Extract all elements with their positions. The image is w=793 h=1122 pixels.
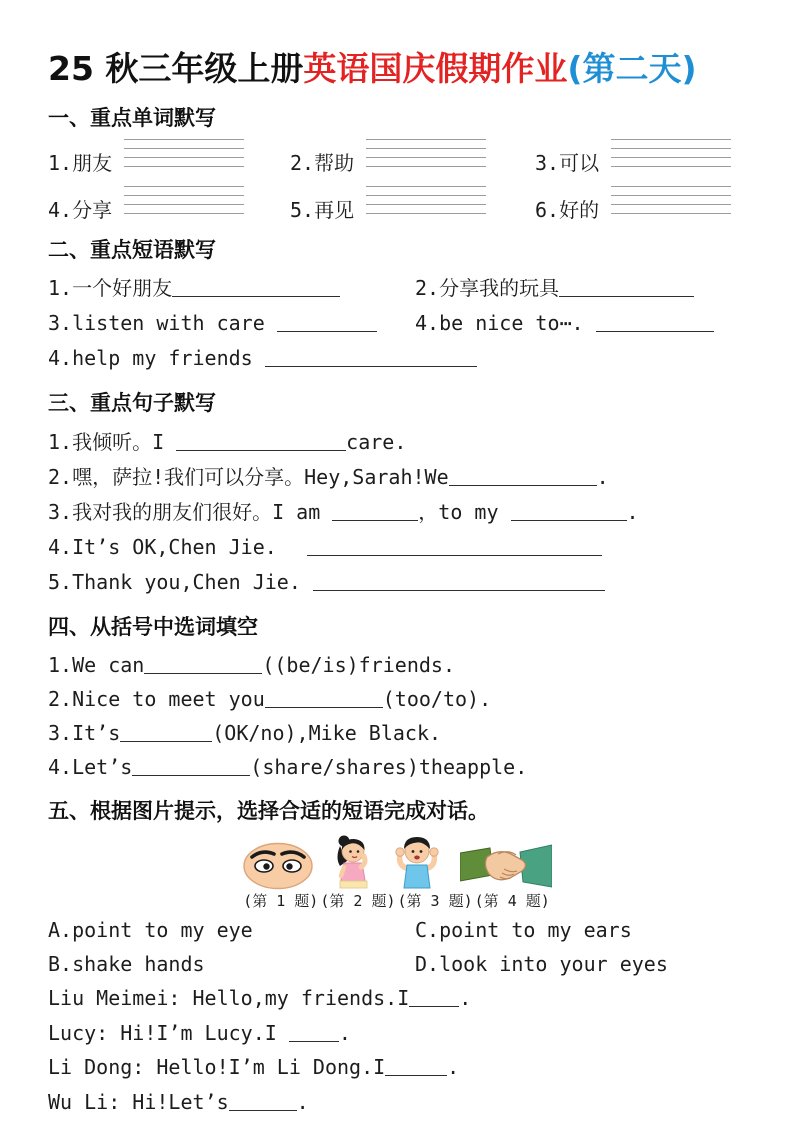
section2-heading: 二、重点短语默写 [48,238,216,263]
choose-item [48,750,745,784]
answer-blank [265,692,383,708]
answer-blank [176,435,346,451]
answer-blank [229,1095,297,1111]
word-label: 3.可以 [535,151,600,176]
writing-lines [124,139,244,175]
dialogue-text: Liu Meimei: Hello,my friends.I [48,986,410,1011]
section5-heading: 五、根据图片提示，选择合适的短语完成对话。 [48,798,489,823]
answer-blank [265,351,477,367]
phrase-item [415,306,745,341]
choose-text: (OK/no),Mike Black. [212,720,442,745]
answer-blank [289,1026,339,1042]
writing-lines [611,186,731,222]
sentence-text: . [596,464,609,489]
dialogue-text: . [296,1089,309,1114]
phrase-text: 2.分享我的玩具 [415,276,560,301]
answer-blank [596,316,714,332]
answer-blank [172,281,340,297]
sentence-text: 2.嘿，萨拉!我们可以分享。Hey,Sarah!We [48,464,449,489]
phrase-item [48,306,415,341]
answer-blank [313,575,605,591]
option-a: A.point to my eye [48,918,253,943]
picture-caption: (第 2 题) [320,892,396,911]
sentence-text: . [626,499,639,524]
dialogue-text: Li Dong: Hello!I’m Li Dong.I [48,1055,386,1080]
word-item [290,186,535,223]
dialogue-text: . [459,986,472,1011]
choose-text: (too/to). [382,686,492,711]
sentence-text: 1.我倾听。I [48,429,177,454]
option-d: D.look into your eyes [415,952,668,977]
word-label: 5.再见 [290,198,355,223]
sentence-item [48,460,745,495]
phrase-text: 4.help my friends [48,346,265,371]
sentence-item [48,425,745,460]
choose-text: 2.Nice to meet you [48,686,265,711]
option-grid [48,913,745,981]
choose-text: (share/shares)theapple. [250,754,528,779]
writing-lines [611,139,731,175]
word-item [290,139,535,176]
choose-item [48,648,745,682]
boy-icon [388,836,446,890]
picture-caption: (第 1 题) [243,892,319,911]
section4-heading: 四、从括号中选词填空 [48,614,258,639]
dialogue-text: Lucy: Hi!I’m Lucy.I [48,1020,289,1045]
answer-blank [332,505,418,521]
word-label: 1.朋友 [48,151,113,176]
word-item [535,139,745,176]
word-item [48,186,290,223]
dialogue-line [48,1016,745,1051]
picture-caption: (第 4 题) [474,892,550,911]
answer-blank [409,991,459,1007]
title-subject-part: 英语国庆假期作业 [303,49,568,88]
choose-item [48,682,745,716]
sentence-item [48,495,745,530]
eyes-icon [242,840,314,890]
handshake-icon [460,840,552,890]
option-c: C.point to my ears [415,918,632,943]
dialogue-line [48,981,745,1016]
answer-blank [511,505,627,521]
writing-lines [366,186,486,222]
choose-text: 4.Let’s [48,754,133,779]
phrase-grid [48,271,745,341]
answer-blank [449,470,597,486]
option-b: B.shake hands [48,952,205,977]
title-day-part: (第二天) [567,49,697,88]
answer-blank [120,726,212,742]
word-dictation-grid [48,139,745,223]
sentence-item [48,565,745,600]
picture-captions [48,891,745,911]
section3-heading: 三、重点句子默写 [48,391,216,416]
choose-text: 1.We can [48,652,145,677]
sentence-item [48,530,745,565]
answer-blank [385,1060,447,1076]
phrase-item [48,341,745,376]
dialogue-text: . [447,1055,460,1080]
word-label: 6.好的 [535,198,600,223]
phrase-text: 1.一个好朋友 [48,276,173,301]
choose-text: ((be/is)friends. [262,652,455,677]
dialogue-text: . [338,1020,351,1045]
picture-caption: (第 3 题) [397,892,473,911]
answer-blank [132,760,250,776]
sentence-text: 3.我对我的朋友们很好。I am [48,499,333,524]
phrase-text: 3.listen with care [48,311,277,336]
word-label: 2.帮助 [290,151,355,176]
dialogue-text: Wu Li: Hi!Let’s [48,1089,229,1114]
phrase-item [415,271,745,306]
answer-blank [144,658,262,674]
answer-blank [307,540,602,556]
word-item [535,186,745,223]
choose-text: 3.It’s [48,720,121,745]
word-item [48,139,290,176]
answer-blank [277,316,377,332]
dialogue-line [48,1085,745,1120]
picture-row [48,832,745,890]
word-label: 4.分享 [48,198,113,223]
writing-lines [124,186,244,222]
page-title [48,48,745,91]
section1-heading: 一、重点单词默写 [48,105,216,130]
sentence-text: ，to my [418,499,511,524]
phrase-item [48,271,415,306]
sentence-text: 5.Thank you,Chen Jie. [48,569,301,594]
choose-item [48,716,745,750]
answer-blank [559,281,694,297]
girl-icon [328,834,374,890]
sentence-text: care. [346,429,407,454]
title-grade-part: 25 秋三年级上册 [48,49,304,88]
sentence-text: 4.It’s OK,Chen Jie. [48,534,277,559]
writing-lines [366,139,486,175]
phrase-text: 4.be nice to⋯. [415,311,596,336]
dialogue-line [48,1050,745,1085]
